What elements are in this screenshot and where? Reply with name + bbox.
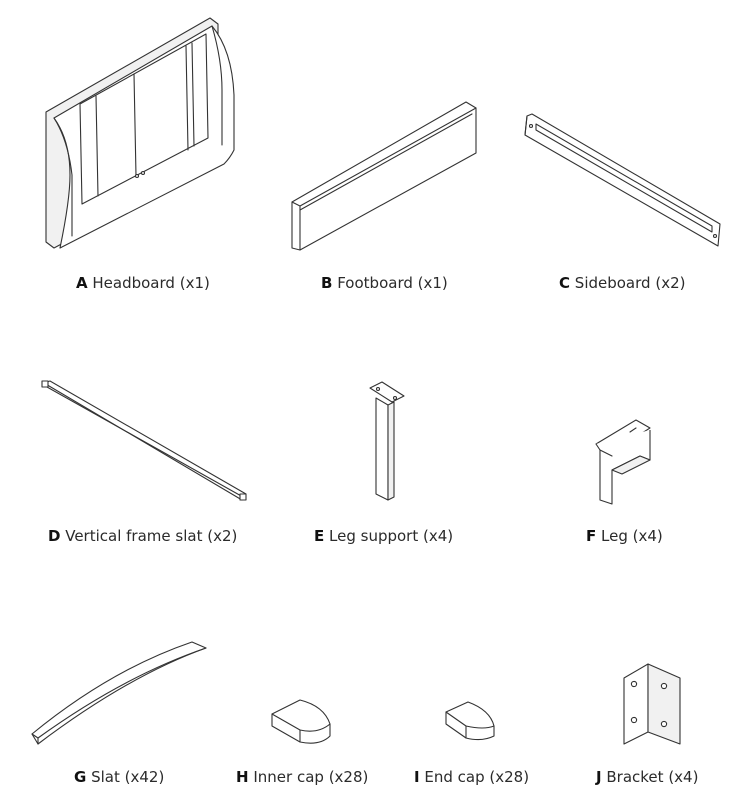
part-qty: (x4) xyxy=(423,527,454,545)
part-letter: A xyxy=(76,274,88,292)
part-qty: (x42) xyxy=(124,768,165,786)
part-letter: B xyxy=(321,274,333,292)
part-name: Vertical frame slat xyxy=(65,527,203,545)
part-name: Headboard xyxy=(92,274,175,292)
part-letter: D xyxy=(48,527,61,545)
caption-bracket xyxy=(596,768,698,786)
part-qty: (x28) xyxy=(489,768,530,786)
part-qty: (x2) xyxy=(207,527,238,545)
part-letter: C xyxy=(559,274,571,292)
part-letter: I xyxy=(414,768,420,786)
caption-leg-support xyxy=(314,527,453,545)
part-letter: J xyxy=(596,768,602,786)
part-name: Slat xyxy=(91,768,120,786)
part-qty: (x28) xyxy=(328,768,369,786)
part-name: Sideboard xyxy=(574,274,651,292)
part-letter: H xyxy=(236,768,249,786)
part-qty: (x4) xyxy=(632,527,663,545)
part-letter: G xyxy=(74,768,87,786)
part-letter: E xyxy=(314,527,325,545)
caption-end-cap xyxy=(414,768,529,786)
caption-footboard xyxy=(321,274,448,292)
part-letter: F xyxy=(586,527,597,545)
caption-inner-cap xyxy=(236,768,368,786)
caption-frame-slat xyxy=(48,527,237,545)
part-qty: (x1) xyxy=(417,274,448,292)
caption-slat xyxy=(74,768,164,786)
caption-sideboard xyxy=(559,274,685,292)
part-name: Leg support xyxy=(329,527,419,545)
part-qty: (x4) xyxy=(668,768,699,786)
caption-headboard xyxy=(76,274,210,292)
part-qty: (x2) xyxy=(655,274,686,292)
caption-leg xyxy=(586,527,663,545)
part-name: Inner cap xyxy=(253,768,324,786)
part-name: Leg xyxy=(601,527,628,545)
part-name: Footboard xyxy=(337,274,413,292)
part-qty: (x1) xyxy=(179,274,210,292)
part-name: End cap xyxy=(424,768,485,786)
part-name: Bracket xyxy=(606,768,664,786)
